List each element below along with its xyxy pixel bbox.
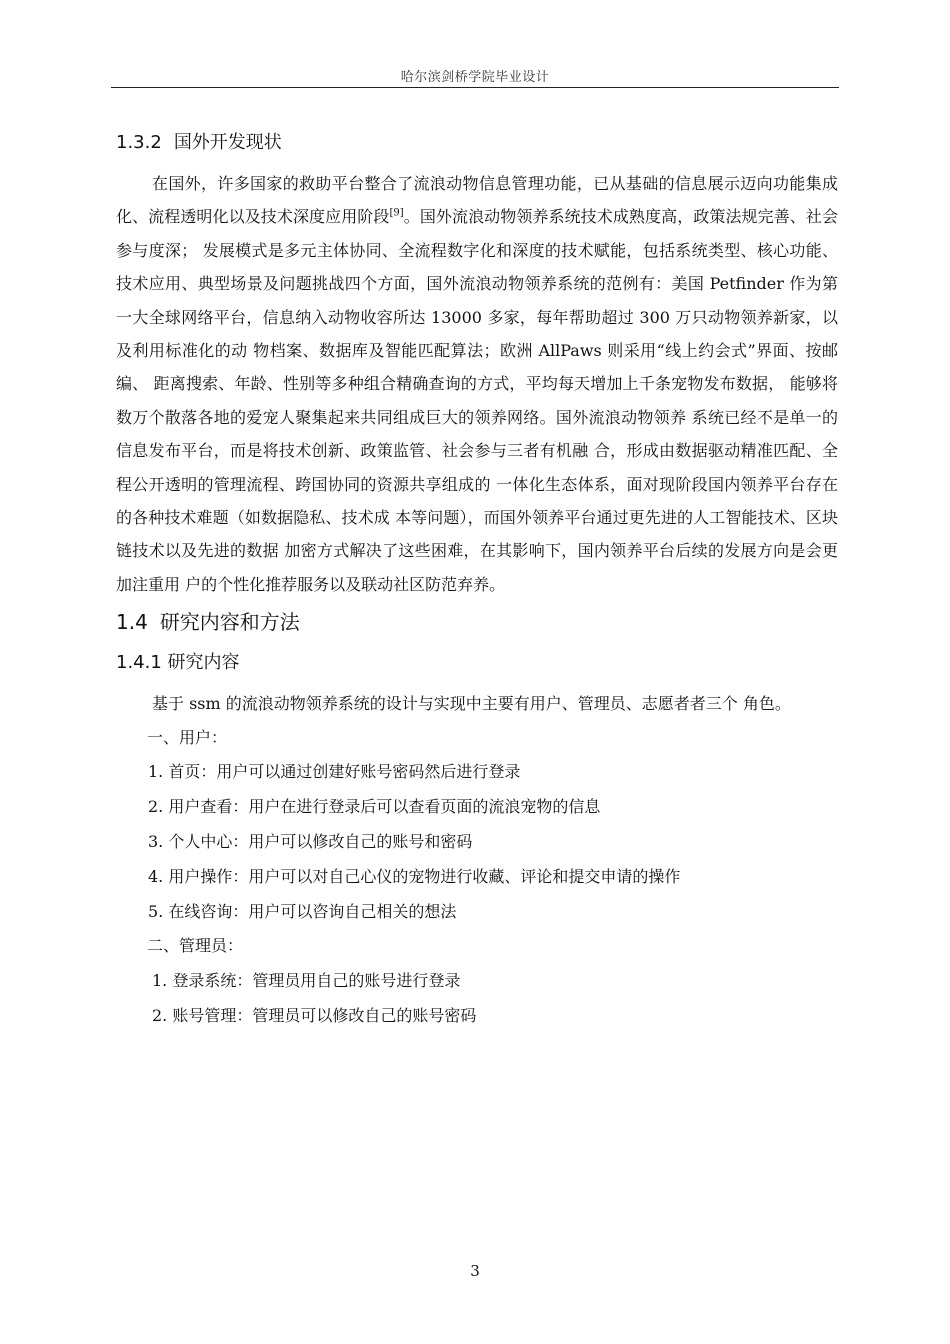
page-header: 哈尔滨剑桥学院毕业设计 xyxy=(400,70,550,85)
list-item: 4. 用户操作：用户可以对自己心仪的宠物进行收藏、评论和提交申请的操作 xyxy=(148,866,681,886)
section-1-3-2-heading xyxy=(116,128,838,158)
section-number: 1.3.2 xyxy=(116,132,162,153)
section-title: 国外开发现状 xyxy=(173,132,282,153)
section-number: 1.4.1 xyxy=(116,652,162,674)
para-text-before-ref: 在国外，许多国家的救助平台整合了流浪动物信息管理功能，已从基础的信息展示迈向功能集成化、流程透明化以及技术深度应用阶段 xyxy=(116,174,838,227)
header-rule xyxy=(111,87,839,88)
user-feature-list xyxy=(116,755,838,929)
list-item: 1. 首页：用户可以通过创建好账号密码然后进行登录 xyxy=(148,762,521,782)
para-text-after-ref: 。国外流浪动物领养系统技术成熟度高，政策法规完善、社会参与度深； 发展模式是多元主体协同、全流程数字化和深度的技术赋能，包括系统类型、核心功能、技术应用、典型场景及问题挑战四个方面，国外流浪动物领养系统的范例有：美国 Petfinder 作为第一大全球网络平台，信息纳入动物收容所达 13000 多家，每年帮助超过 300 万只动物领养新家，以及利用标准化的动 物档案、数据库及智能匹配算法；欧洲 AllPaws 则采用“线上约会式”界面、按邮编、 距离搜索、年龄、性别等多种组合精确查询的方式，平均每天增加上千条宠物发布数据， 能够将数万个散落各地的爱宠人聚集起来共同组成巨大的领养网络。国外流浪动物领养 系统已经不是单一的信息发布平台，而是将技术创新、政策监管、社会参与三者有机融 合，形成由数据驱动精准匹配、全程公开透明的管理流程、跨国协同的资源共享组成的 一体化生态体系，面对现阶段国内领养平台存在的各种技术难题（如数据隐私、技术成 本等问题），而国外领养平台通过更先进的人工智能技术、区块链技术以及先进的数据 加密方式解决了这些困难，在其影响下，国内领养平台后续的发展方向是会更加注重用 户的个性化推荐服务以及联动社区防范弃养。 xyxy=(116,207,838,594)
list-item: 3. 个人中心：用户可以修改自己的账号和密码 xyxy=(148,832,473,852)
research-intro-paragraph: 基于 ssm 的流浪动物领养系统的设计与实现中主要有用户、管理员、志愿者者三个 角色。 xyxy=(152,694,791,714)
admin-role-heading: 二、管理员： xyxy=(147,936,244,956)
page-number: 3 xyxy=(470,1262,480,1280)
list-item: 1. 登录系统：管理员用自己的账号进行登录 xyxy=(152,971,461,991)
section-title: 研究内容和方法 xyxy=(159,610,300,635)
section-1-4-1-heading xyxy=(116,648,838,678)
section-number: 1.4 xyxy=(116,610,148,635)
list-item: 2. 账号管理：管理员可以修改自己的账号密码 xyxy=(152,1006,477,1026)
citation-ref: [9] xyxy=(389,208,404,220)
admin-feature-list xyxy=(116,964,838,1034)
overseas-status-paragraph xyxy=(116,167,838,601)
user-role-heading: 一、用户： xyxy=(147,727,228,747)
section-title: 研究内容 xyxy=(167,652,240,674)
section-1-4-heading xyxy=(116,606,838,638)
list-item: 2. 用户查看：用户在进行登录后可以查看页面的流浪宠物的信息 xyxy=(148,797,601,817)
list-item: 5. 在线咨询：用户可以咨询自己相关的想法 xyxy=(148,901,457,921)
page-content xyxy=(116,118,838,1034)
